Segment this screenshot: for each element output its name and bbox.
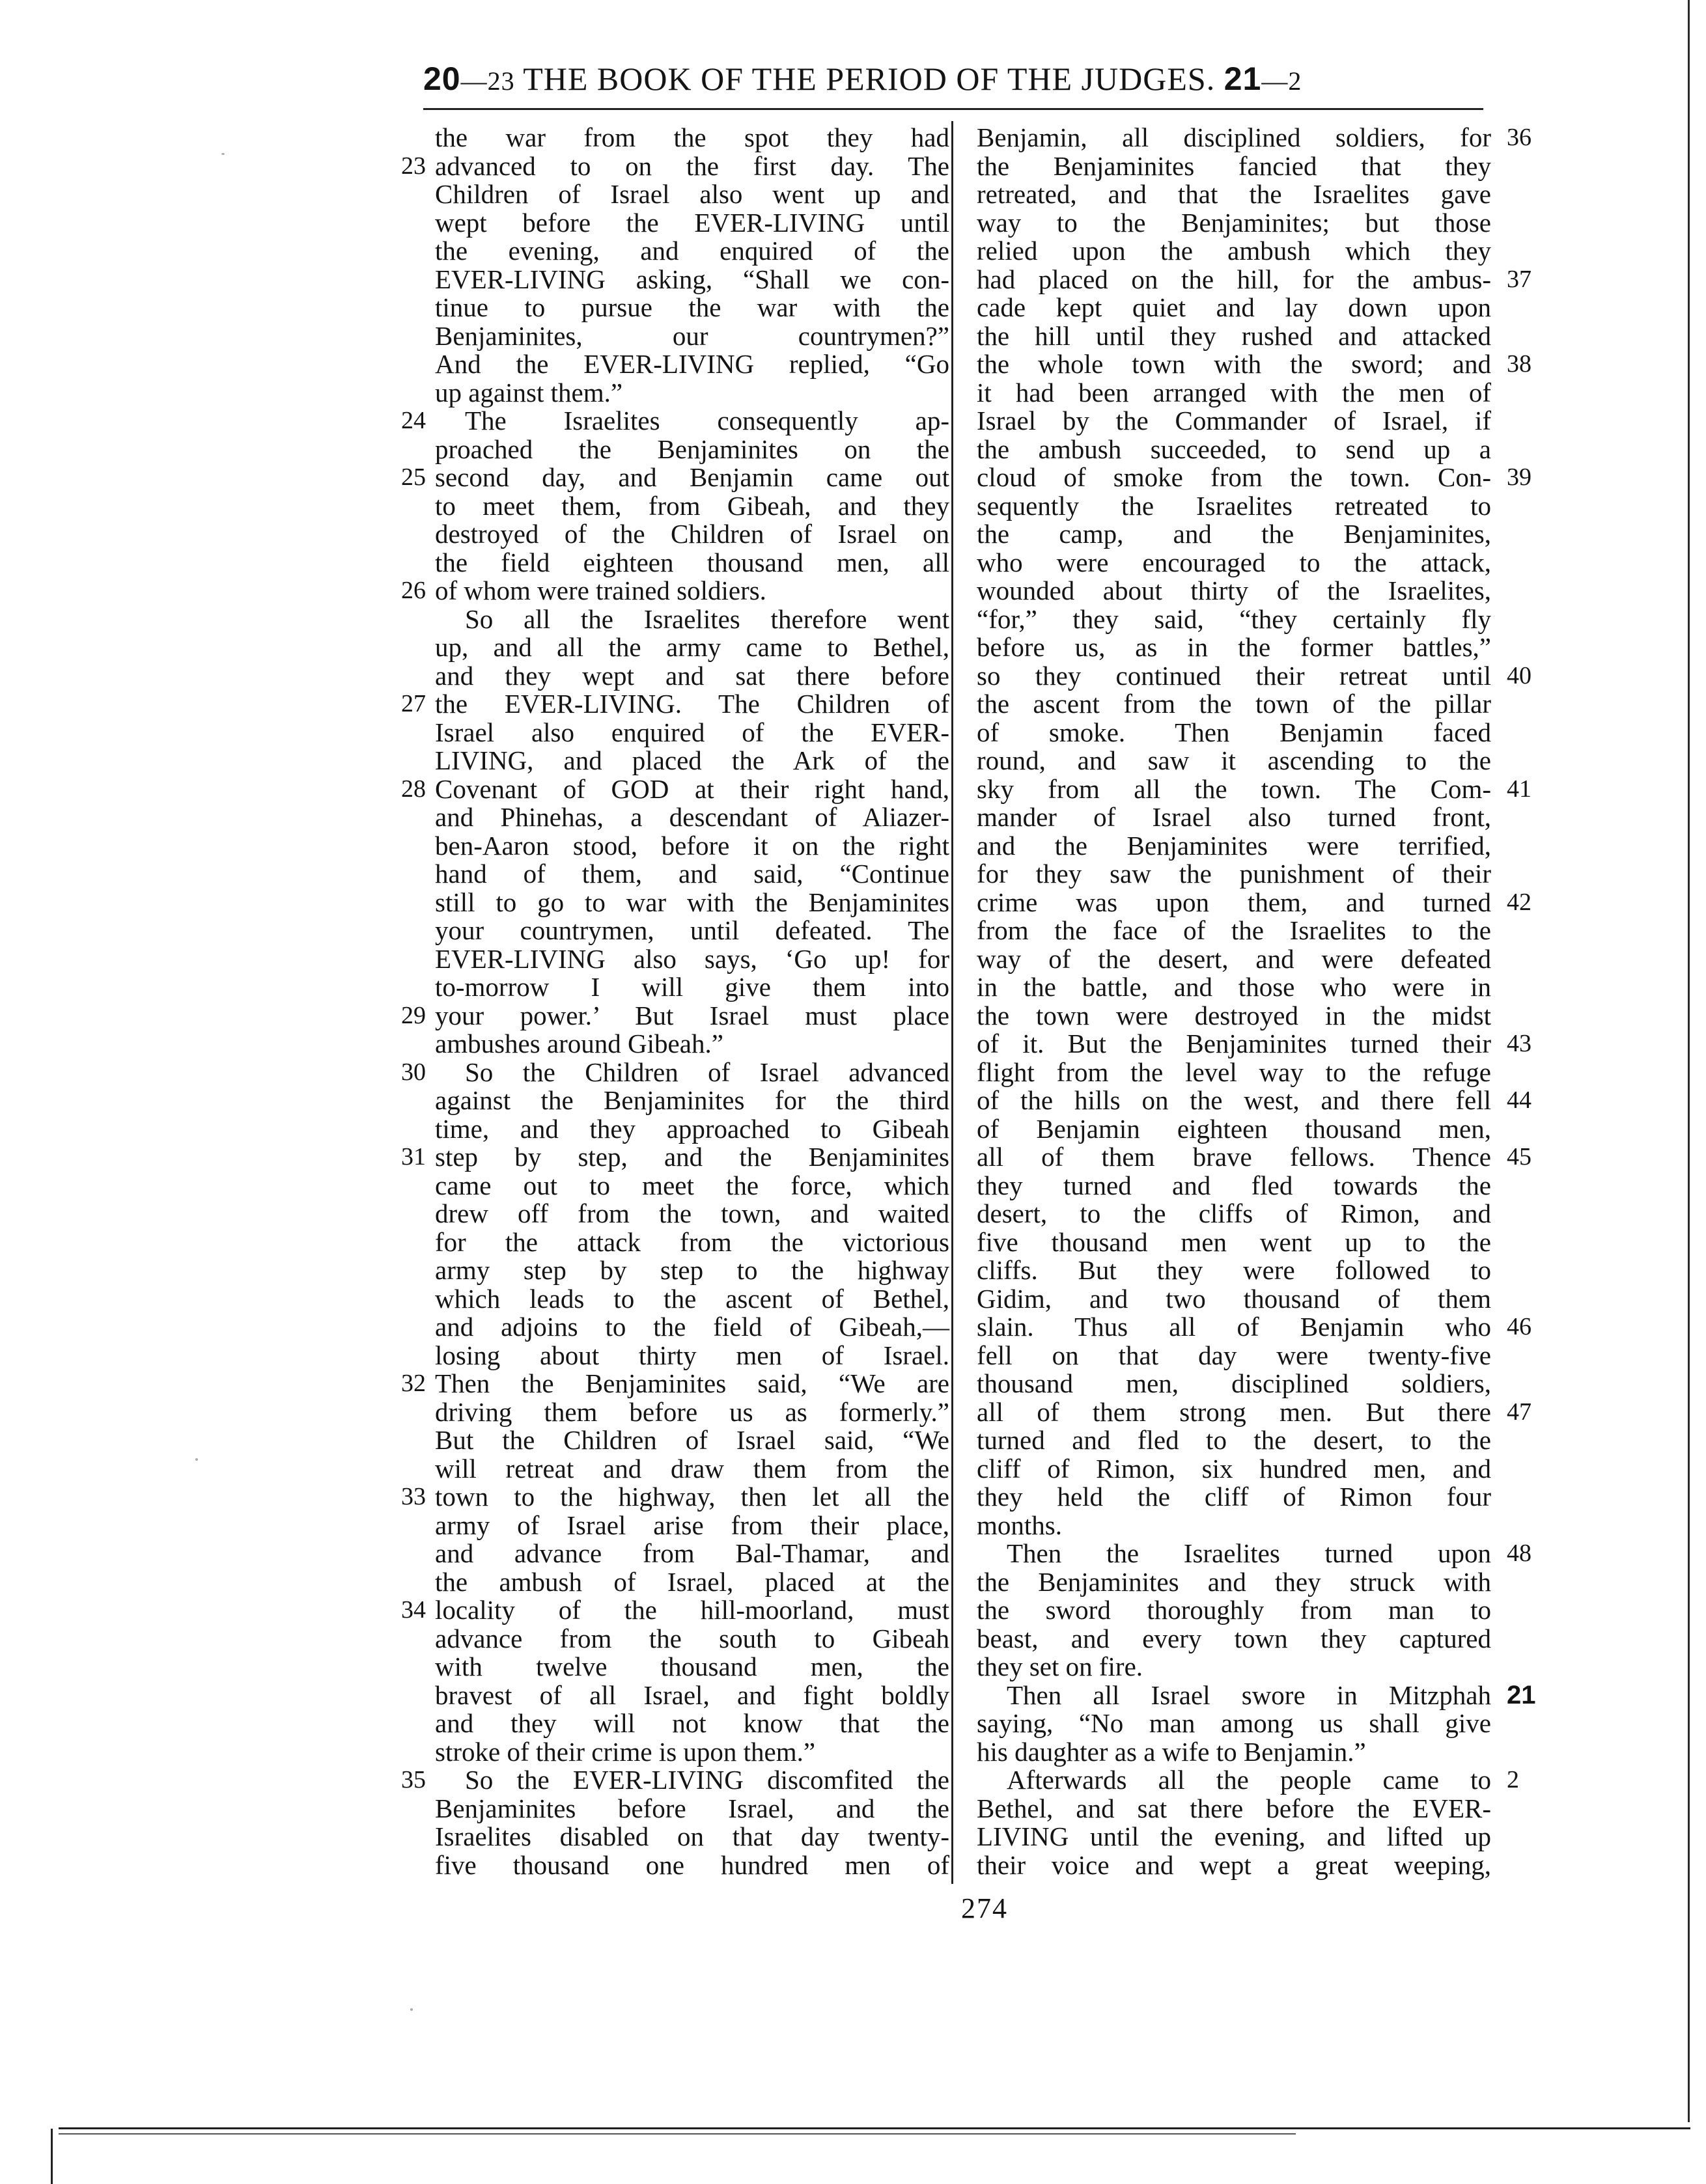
text-line [977, 1172, 1491, 1200]
text-line [435, 1200, 949, 1228]
line-text: all of them strong men. But there [977, 1396, 1491, 1427]
line-text: slain. Thus all of Benjamin who [977, 1312, 1491, 1342]
line-text: to meet them, from Gibeah, and they [435, 490, 949, 521]
line-text: the Benjaminites and they struck with [977, 1566, 1491, 1597]
page-number: 274 [961, 1892, 1008, 1924]
verse-number: 35 [401, 1766, 426, 1793]
text-line [977, 1625, 1491, 1653]
text-line [977, 180, 1491, 209]
text-line [977, 1455, 1491, 1484]
line-text: ambushes around Gibeah.” [435, 1029, 723, 1058]
line-text: The Israelites consequently ap- [465, 406, 949, 435]
verse-number: 41 [1507, 775, 1531, 803]
line-text: from the face of the Israelites to the [977, 915, 1491, 945]
line-text: cliffs. But they were followed to [977, 1255, 1491, 1285]
text-line [977, 549, 1491, 577]
text-line [435, 633, 949, 662]
line-text: the evening, and enquired of the [435, 236, 949, 266]
text-line [435, 294, 949, 322]
text-line [435, 124, 949, 152]
verse-number: 40 [1507, 661, 1531, 689]
line-text: to-morrow I will give them into [435, 972, 949, 1002]
header-title: THE BOOK OF THE PERIOD OF THE JUDGES. [523, 61, 1216, 97]
verse-number: 2 [1507, 1766, 1519, 1793]
line-text: still to go to war with the Benjaminites [435, 887, 949, 917]
text-line [977, 264, 1531, 294]
line-text: your countrymen, until defeated. The [435, 915, 949, 945]
line-text: of it. But the Benjaminites turned their [977, 1029, 1491, 1058]
line-text: up, and all the army came to Bethel, [435, 632, 949, 662]
line-text: their voice and wept a great weeping, [977, 1849, 1491, 1880]
text-line [977, 379, 1491, 408]
text-line [435, 1285, 949, 1314]
text-line [977, 1370, 1491, 1398]
text-line [977, 1653, 1491, 1681]
verse-number: 37 [1507, 265, 1531, 293]
text-line [435, 1795, 949, 1823]
text-line [977, 1823, 1491, 1851]
verse-number: 42 [1507, 888, 1531, 916]
text-line [435, 1455, 949, 1484]
column-divider [951, 121, 953, 1884]
line-text: Covenant of GOD at their right hand, [435, 773, 949, 804]
text-line [435, 719, 949, 747]
line-text: against the Benjaminites for the third [435, 1085, 949, 1115]
verse-number: 44 [1507, 1086, 1531, 1114]
text-line [977, 462, 1531, 492]
line-text: for the attack from the victorious [435, 1226, 949, 1257]
line-text: flight from the level way to the refuge [977, 1057, 1491, 1087]
line-text: EVER-LIVING asking, “Shall we con- [435, 264, 949, 294]
line-text: losing about thirty men of Israel. [435, 1340, 949, 1370]
line-text: they held the cliff of Rimon four [977, 1482, 1491, 1512]
text-line [435, 1625, 949, 1653]
line-text: five thousand one hundred men of [435, 1849, 949, 1880]
line-text: Benjamin, all disciplined soldiers, for [977, 122, 1491, 152]
line-text: five thousand men went up to the [977, 1226, 1491, 1257]
text-line [435, 266, 949, 294]
text-line [435, 1228, 949, 1257]
text-line [977, 492, 1491, 521]
line-text: the EVER-LIVING. The Children of [435, 689, 949, 719]
text-line [401, 1000, 949, 1030]
text-line [977, 1426, 1491, 1455]
text-line [401, 689, 949, 719]
text-line [435, 435, 949, 464]
scan-speck [221, 153, 225, 155]
text-line [977, 747, 1491, 775]
verse-number: 28 [401, 775, 426, 803]
line-text: the sword thoroughly from man to [977, 1595, 1491, 1625]
line-text: way of the desert, and were defeated [977, 943, 1491, 974]
text-line [435, 1313, 949, 1342]
text-line [435, 1653, 949, 1681]
line-text: the field eighteen thousand men, all [435, 547, 949, 577]
text-line [977, 1200, 1491, 1228]
line-text: EVER-LIVING also says, ‘Go up! for [435, 943, 949, 974]
chapter-number: 21 [1507, 1680, 1536, 1709]
text-line [977, 520, 1491, 549]
text-line [435, 973, 949, 1002]
text-line [977, 237, 1491, 266]
text-line [977, 407, 1491, 435]
text-line [435, 917, 949, 945]
line-text: Benjaminites before Israel, and the [435, 1793, 949, 1823]
text-line [435, 549, 949, 577]
line-text: came out to meet the force, which [435, 1170, 949, 1200]
line-text: thousand men, disciplined soldiers, [977, 1368, 1491, 1398]
line-text: and they will not know that the [435, 1708, 949, 1738]
text-line [977, 349, 1531, 379]
line-text: Bethel, and sat there before the EVER- [977, 1793, 1491, 1823]
text-line [435, 662, 949, 691]
line-text: tinue to pursue the war with the [435, 292, 949, 322]
line-text: his daughter as a wife to Benjamin.” [977, 1736, 1366, 1767]
text-line [977, 1851, 1491, 1880]
line-text: army step by step to the highway [435, 1255, 949, 1285]
line-text: town to the highway, then let all the [435, 1482, 949, 1512]
line-text: “for,” they said, “they certainly fly [977, 603, 1491, 634]
text-line [401, 1368, 949, 1398]
text-line [435, 1086, 949, 1115]
line-text: round, and saw it ascending to the [977, 745, 1491, 775]
verse-number: 31 [401, 1143, 426, 1170]
text-line [401, 1595, 949, 1625]
line-text: cade kept quiet and lay down upon [977, 292, 1491, 322]
line-text: second day, and Benjamin came out [435, 462, 949, 492]
text-line [401, 575, 949, 605]
line-text: advanced to on the first day. The [435, 150, 949, 181]
line-text: But the Children of Israel said, “We [435, 1425, 949, 1455]
verse-number: 39 [1507, 463, 1531, 491]
line-text: the camp, and the Benjaminites, [977, 519, 1491, 549]
text-line [435, 945, 949, 974]
text-line [977, 1285, 1491, 1314]
line-text: Children of Israel also went up and [435, 179, 949, 209]
line-text: it had been arranged with the men of [977, 377, 1491, 408]
line-text: and they wept and sat there before [435, 660, 949, 691]
text-line [435, 1709, 949, 1738]
text-line [435, 379, 949, 408]
verse-number: 27 [401, 690, 426, 717]
verse-number: 36 [1507, 124, 1531, 151]
line-text: the hill until they rushed and attacked [977, 320, 1491, 351]
line-text: Israelites disabled on that day twenty- [435, 1821, 949, 1851]
line-text: turned and fled to the desert, to the [977, 1425, 1491, 1455]
page-edge-right [1688, 0, 1690, 2122]
line-text: stroke of their crime is upon them.” [435, 1736, 816, 1767]
text-line [435, 889, 949, 917]
line-text: mander of Israel also turned front, [977, 802, 1491, 832]
line-text: all of them brave fellows. Thence [977, 1142, 1491, 1172]
text-line [435, 747, 949, 775]
line-text: the Benjaminites fancied that they [977, 150, 1491, 181]
text-line [977, 917, 1491, 945]
line-text: destroyed of the Children of Israel on [435, 519, 949, 549]
line-text: driving them before us as formerly.” [435, 1396, 949, 1427]
line-text: army of Israel arise from their place, [435, 1510, 949, 1540]
text-line [977, 1483, 1491, 1512]
line-text: And the EVER-LIVING replied, “Go [435, 349, 949, 379]
line-text: with twelve thousand men, the [435, 1652, 949, 1681]
text-line [977, 1312, 1531, 1342]
line-text: the war from the spot they had [435, 122, 949, 152]
text-line [435, 1540, 949, 1568]
line-text: cliff of Rimon, six hundred men, and [977, 1453, 1491, 1484]
text-line [977, 1512, 1491, 1540]
text-line [977, 435, 1491, 464]
line-text: of Benjamin eighteen thousand men, [977, 1113, 1491, 1144]
text-line [435, 322, 949, 351]
text-line [435, 1738, 949, 1767]
text-line [977, 1085, 1531, 1115]
line-text: So the Children of Israel advanced [465, 1057, 949, 1087]
text-line [977, 1795, 1491, 1823]
text-line [977, 1115, 1491, 1144]
line-text: saying, “No man among us shall give [977, 1708, 1491, 1738]
text-line [401, 150, 949, 181]
line-text: LIVING until the evening, and lifted up [977, 1821, 1491, 1851]
text-line [435, 1172, 949, 1200]
verse-number: 33 [401, 1483, 426, 1510]
text-line [977, 1342, 1491, 1370]
line-text: for they saw the punishment of their [977, 859, 1491, 889]
verse-number: 43 [1507, 1030, 1531, 1057]
line-text: months. [977, 1510, 1062, 1540]
line-text: So all the Israelites therefore went [465, 603, 949, 634]
verse-number: 38 [1507, 350, 1531, 378]
text-line [435, 520, 949, 549]
line-text: proached the Benjaminites on the [435, 434, 949, 464]
line-text: desert, to the cliffs of Rimon, and [977, 1198, 1491, 1228]
right-column [977, 122, 1536, 1880]
text-line [435, 803, 949, 832]
text-line [435, 860, 949, 889]
line-text: fell on that day were twenty-five [977, 1340, 1491, 1370]
verse-number: 30 [401, 1058, 426, 1086]
line-text: who were encouraged to the attack, [977, 547, 1491, 577]
verse-number: 34 [401, 1596, 426, 1624]
line-text: Then the Benjaminites said, “We are [435, 1368, 949, 1398]
line-text: of the hills on the west, and there fell [977, 1085, 1491, 1115]
line-text: and the Benjaminites were terrified, [977, 830, 1491, 861]
line-text: Afterwards all the people came to [1007, 1765, 1491, 1795]
line-text: in the battle, and those who were in [977, 972, 1491, 1002]
page-edge-bottom-shadow [59, 2133, 1296, 2135]
verse-number: 32 [401, 1370, 426, 1397]
text-line [977, 1538, 1531, 1568]
text-line [435, 1398, 949, 1427]
line-text: which leads to the ascent of Bethel, [435, 1283, 949, 1314]
text-line [977, 660, 1531, 691]
line-text: the whole town with the sword; and [977, 349, 1491, 379]
verse-number: 23 [401, 152, 426, 180]
header-verse-end: —2 [1261, 66, 1302, 96]
line-text: Israel by the Commander of Israel, if [977, 406, 1491, 435]
line-text: of smoke. Then Benjamin faced [977, 717, 1491, 747]
verse-number: 25 [401, 463, 426, 491]
text-line [401, 406, 949, 435]
line-text: will retreat and draw them from the [435, 1453, 949, 1484]
line-text: Then the Israelites turned upon [1007, 1538, 1491, 1568]
scan-speck [195, 1458, 198, 1461]
line-text: crime was upon them, and turned [977, 887, 1491, 917]
text-line [977, 122, 1531, 152]
page-edge-left-mark [51, 2129, 53, 2184]
text-line [977, 832, 1491, 861]
verse-number: 46 [1507, 1313, 1531, 1340]
line-text: your power.’ But Israel must place [435, 1000, 949, 1030]
line-text: wept before the EVER-LIVING until [435, 207, 949, 238]
verse-number: 24 [401, 407, 426, 434]
text-line [435, 1030, 949, 1058]
line-text: the ambush of Israel, placed at the [435, 1566, 949, 1597]
text-line [435, 832, 949, 861]
text-line [435, 1681, 949, 1710]
text-line [435, 1426, 949, 1455]
text-line [977, 209, 1491, 238]
text-line [977, 973, 1491, 1002]
line-text: they set on fire. [977, 1652, 1143, 1681]
running-header [423, 60, 1491, 105]
text-line [435, 1823, 949, 1851]
text-line [977, 690, 1491, 719]
line-text: beast, and every town they captured [977, 1623, 1491, 1653]
text-line [977, 577, 1491, 605]
line-text: bravest of all Israel, and fight boldly [435, 1679, 949, 1710]
text-line [435, 1512, 949, 1540]
text-line [435, 1256, 949, 1285]
text-line [435, 1851, 949, 1880]
text-line [977, 1228, 1491, 1257]
text-line [977, 633, 1491, 662]
text-line [977, 773, 1531, 804]
text-line [977, 1256, 1491, 1285]
text-line [435, 492, 949, 521]
text-line [977, 1396, 1531, 1427]
header-rule [423, 108, 1483, 110]
line-text: step by step, and the Benjaminites [435, 1142, 949, 1172]
text-line [977, 152, 1491, 181]
text-line [977, 1002, 1491, 1030]
text-line [435, 209, 949, 238]
line-text: retreated, and that the Israelites gave [977, 179, 1491, 209]
header-chapter-end: 21 [1224, 61, 1262, 97]
text-line [977, 1029, 1531, 1058]
line-text: the ambush succeeded, to send up a [977, 434, 1491, 464]
scan-speck [410, 2008, 413, 2011]
text-line [435, 1342, 949, 1370]
text-line [977, 1568, 1491, 1597]
header-verse-start: —23 [460, 66, 515, 96]
text-line [977, 294, 1491, 322]
text-line [401, 773, 949, 804]
line-text: ben-Aaron stood, before it on the right [435, 830, 949, 861]
line-text: way to the Benjaminites; but those [977, 207, 1491, 238]
text-line [977, 1679, 1536, 1710]
text-line [977, 1709, 1491, 1738]
text-line [401, 462, 949, 492]
line-text: Then all Israel swore in Mitzphah [1007, 1679, 1491, 1710]
text-line [435, 237, 949, 266]
text-line [977, 860, 1491, 889]
line-text: advance from the south to Gibeah [435, 1623, 949, 1653]
line-text: drew off from the town, and waited [435, 1198, 949, 1228]
line-text: sequently the Israelites retreated to [977, 490, 1491, 521]
line-text: time, and they approached to Gibeah [435, 1113, 949, 1144]
line-text: up against them.” [435, 377, 623, 408]
line-text: the ascent from the town of the pillar [977, 689, 1491, 719]
line-text: they turned and fled towards the [977, 1170, 1491, 1200]
text-line [977, 1765, 1519, 1795]
text-line [401, 1765, 949, 1795]
text-line [977, 1596, 1491, 1625]
line-text: Israel also enquired of the EVER- [435, 717, 949, 747]
text-line [977, 887, 1531, 917]
line-text: wounded about thirty of the Israelites, [977, 575, 1491, 605]
line-text: had placed on the hill, for the ambus- [977, 264, 1491, 294]
text-line [977, 945, 1491, 974]
text-line [401, 1057, 949, 1087]
text-line [435, 180, 949, 209]
text-line [977, 803, 1491, 832]
page-edge-bottom [59, 2127, 1690, 2129]
line-text: before us, as in the former battles,” [977, 632, 1491, 662]
text-line [977, 1142, 1531, 1172]
line-text: Benjaminites, our countrymen?” [435, 320, 949, 351]
text-line [435, 1568, 949, 1597]
text-line [977, 719, 1491, 747]
verse-number: 45 [1507, 1143, 1531, 1170]
text-line [977, 322, 1491, 351]
line-text: So the EVER-LIVING discomfited the [465, 1765, 949, 1795]
verse-number: 47 [1507, 1398, 1531, 1426]
verse-number: 48 [1507, 1540, 1531, 1567]
line-text: hand of them, and said, “Continue [435, 859, 949, 889]
text-line [435, 1115, 949, 1144]
text-line [435, 605, 949, 634]
text-line [401, 1482, 949, 1512]
text-line [435, 350, 949, 379]
line-text: cloud of smoke from the town. Con- [977, 462, 1491, 492]
text-line [977, 1738, 1491, 1767]
line-text: sky from all the town. The Com- [977, 773, 1491, 804]
line-text: and Phinehas, a descendant of Aliazer- [435, 802, 949, 832]
line-text: the town were destroyed in the midst [977, 1000, 1491, 1030]
left-column [401, 122, 949, 1880]
line-text: locality of the hill-moorland, must [435, 1595, 949, 1625]
line-text: Gidim, and two thousand of them [977, 1283, 1491, 1314]
line-text: and adjoins to the field of Gibeah,— [435, 1312, 949, 1342]
line-text: so they continued their retreat until [977, 660, 1491, 691]
verse-number: 26 [401, 577, 426, 604]
line-text: relied upon the ambush which they [977, 236, 1491, 266]
text-line [401, 1142, 949, 1172]
verse-number: 29 [401, 1001, 426, 1029]
header-chapter-start: 20 [423, 61, 461, 97]
text-line [977, 605, 1491, 634]
line-text: and advance from Bal-Thamar, and [435, 1538, 949, 1568]
line-text: LIVING, and placed the Ark of the [435, 745, 949, 775]
line-text: of whom were trained soldiers. [435, 575, 766, 605]
text-line [977, 1058, 1491, 1087]
